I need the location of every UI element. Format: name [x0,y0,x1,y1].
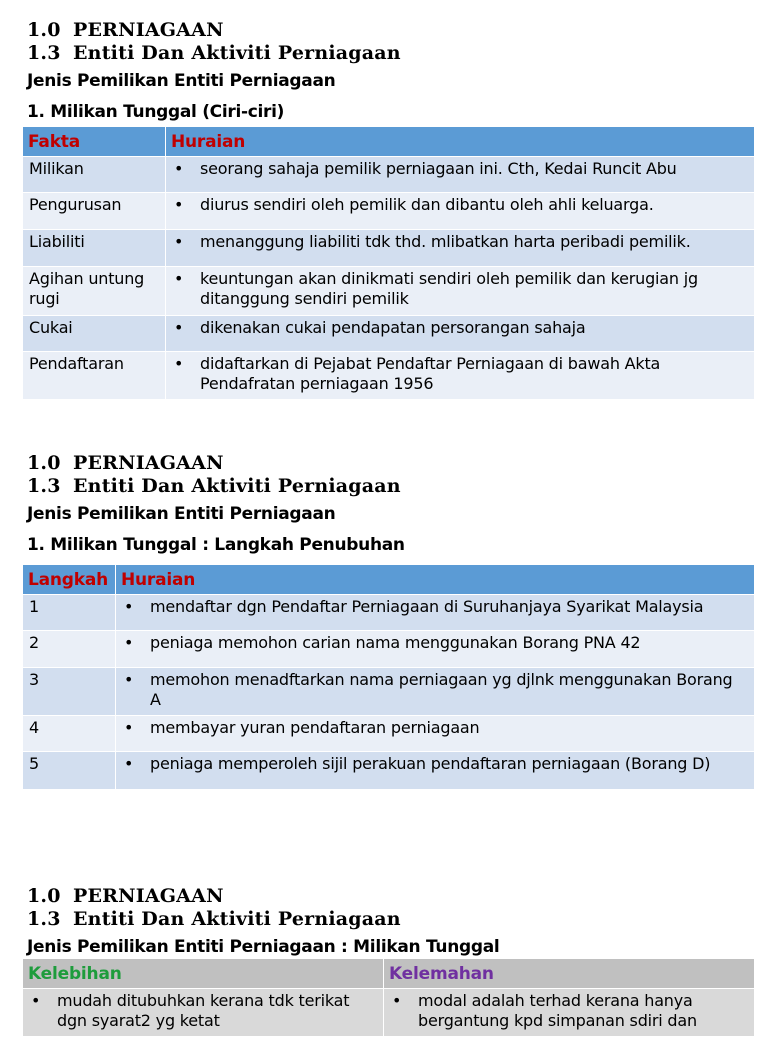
table-header-row [23,127,755,157]
huraian-cell: • menanggung liabiliti tdk thd. mlibatkan harta peribadi pemilik. [166,230,755,267]
column-header-huraian: Huraian [166,127,755,157]
huraian-cell: • memohon menadftarkan nama perniagaan yg djlnk menggunakan Borang A [116,668,755,716]
chapter-heading: 1.0 PERNIAGAAN [27,885,224,907]
langkah-cell: 1 [23,595,116,631]
table-row [23,668,755,716]
table-heading: 1. Milikan Tunggal (Ciri-ciri) [27,102,285,122]
bullet-icon: • [174,269,184,288]
topic-heading: 1.3 Entiti Dan Aktiviti Perniagaan [27,42,401,64]
table-row [23,595,755,631]
huraian-cell: • didaftarkan di Pejabat Pendaftar Perniagaan di bawah Akta Pendafratan perniagaan 1956 [166,352,755,400]
ciri-ciri-table [22,126,755,400]
bullet-icon: • [31,991,41,1010]
column-header-langkah: Langkah [23,565,116,595]
fakta-cell: Milikan [23,157,166,193]
subtitle: Jenis Pemilikan Entiti Perniagaan [27,71,336,91]
table-header-row [23,565,755,595]
bullet-icon: • [124,754,134,773]
chapter-heading: 1.0 PERNIAGAAN [27,19,224,41]
bullet-icon: • [124,718,134,737]
table-row [23,631,755,668]
column-header-huraian: Huraian [116,565,755,595]
bullet-icon: • [174,354,184,373]
huraian-cell: • keuntungan akan dinikmati sendiri oleh pemilik dan kerugian jg ditanggung sendiri pemilik [166,267,755,316]
kelebihan-kelemahan-table [22,958,755,1037]
huraian-cell: • peniaga memohon carian nama menggunakan Borang PNA 42 [116,631,755,668]
table-row [23,716,755,752]
langkah-cell: 2 [23,631,116,668]
bullet-icon: • [174,318,184,337]
table-row [23,752,755,790]
column-header-kelebihan: Kelebihan [23,959,384,989]
bullet-icon: • [124,670,134,689]
fakta-cell: Pendaftaran [23,352,166,400]
kelebihan-cell: • mudah ditubuhkan kerana tdk terikat dgn syarat2 yg ketat [23,989,384,1037]
huraian-cell: • mendaftar dgn Pendaftar Perniagaan di Suruhanjaya Syarikat Malaysia [116,595,755,631]
topic-heading: 1.3 Entiti Dan Aktiviti Perniagaan [27,908,401,930]
huraian-cell: • peniaga memperoleh sijil perakuan pendaftaran perniagaan (Borang D) [116,752,755,790]
table-row [23,316,755,352]
fakta-cell: Agihan untung rugi [23,267,166,316]
huraian-cell: • membayar yuran pendaftaran perniagaan [116,716,755,752]
table-row [23,989,755,1037]
table-row [23,193,755,230]
bullet-icon: • [174,195,184,214]
huraian-cell: • dikenakan cukai pendapatan persorangan sahaja [166,316,755,352]
huraian-cell: • seorang sahaja pemilik perniagaan ini. Cth, Kedai Runcit Abu [166,157,755,193]
table-row [23,267,755,316]
langkah-cell: 3 [23,668,116,716]
huraian-cell: • diurus sendiri oleh pemilik dan dibantu oleh ahli keluarga. [166,193,755,230]
bullet-icon: • [174,232,184,251]
bullet-icon: • [124,633,134,652]
subtitle: Jenis Pemilikan Entiti Perniagaan [27,504,336,524]
column-header-kelemahan: Kelemahan [384,959,755,989]
column-header-fakta: Fakta [23,127,166,157]
bullet-icon: • [392,991,402,1010]
langkah-table [22,564,755,790]
table-row [23,352,755,400]
chapter-heading: 1.0 PERNIAGAAN [27,452,224,474]
topic-heading: 1.3 Entiti Dan Aktiviti Perniagaan [27,475,401,497]
fakta-cell: Liabiliti [23,230,166,267]
kelemahan-cell: • modal adalah terhad kerana hanya bergantung kpd simpanan sdiri dan [384,989,755,1037]
subtitle: Jenis Pemilikan Entiti Perniagaan : Milikan Tunggal [27,937,500,957]
fakta-cell: Cukai [23,316,166,352]
table-header-row [23,959,755,989]
table-heading: 1. Milikan Tunggal : Langkah Penubuhan [27,535,405,555]
fakta-cell: Pengurusan [23,193,166,230]
langkah-cell: 4 [23,716,116,752]
table-row [23,230,755,267]
langkah-cell: 5 [23,752,116,790]
bullet-icon: • [124,597,134,616]
table-row [23,157,755,193]
bullet-icon: • [174,159,184,178]
